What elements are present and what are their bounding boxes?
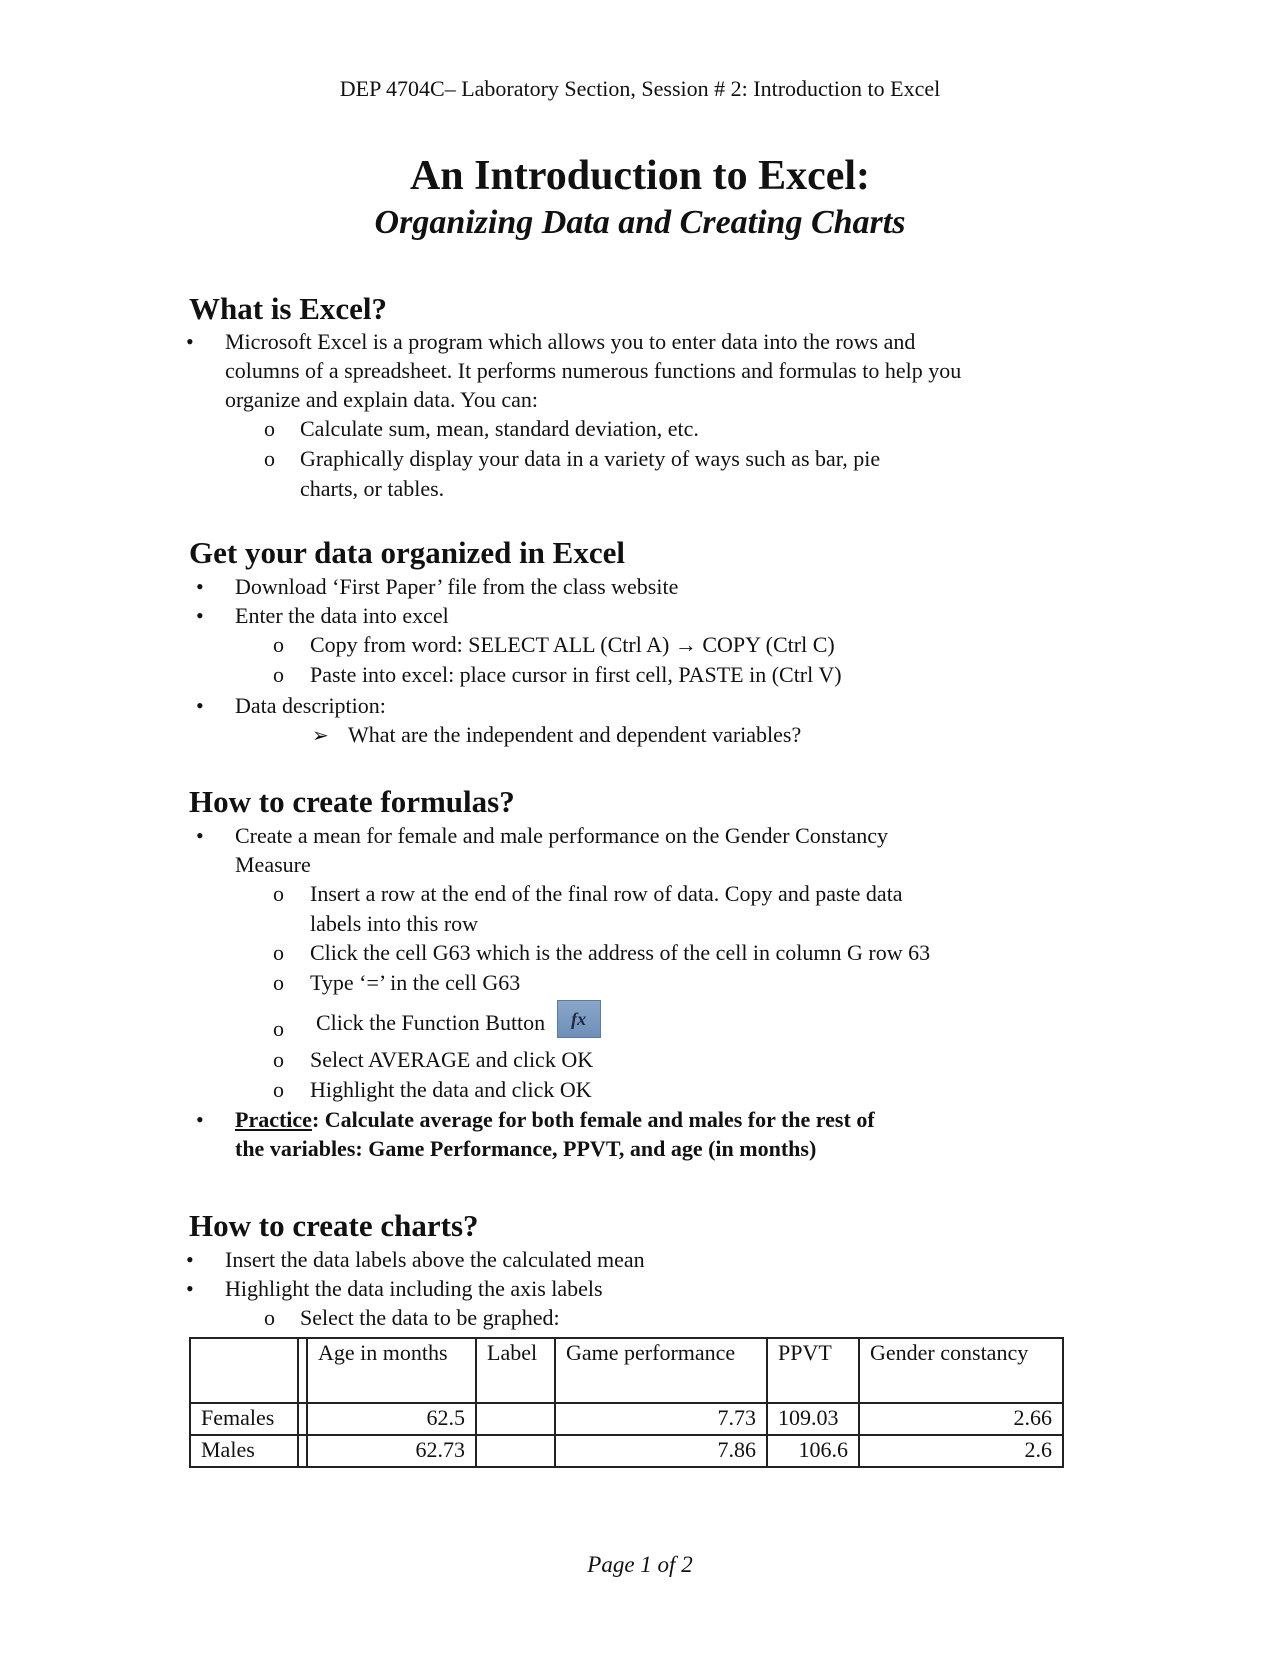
bullet-icon: • <box>196 603 204 628</box>
list-item: Paste into excel: place cursor in first cell, PASTE in (Ctrl V) <box>310 662 842 687</box>
sub-bullet-icon: o <box>273 1016 284 1041</box>
bullet-icon: • <box>186 1247 194 1272</box>
list-item: Click the cell G63 which is the address of the cell in column G row 63 <box>310 940 931 965</box>
bullet-icon: • <box>196 823 204 848</box>
list-item: Highlight the data including the axis labels <box>225 1276 603 1301</box>
bullet-icon: • <box>196 1107 204 1132</box>
practice-line <box>235 1136 816 1162</box>
sub-bullet-icon: o <box>273 662 284 687</box>
table-cell: 7.86 <box>555 1435 767 1467</box>
practice-text: : Calculate average for both female and males for the rest of <box>311 1107 875 1132</box>
sub-bullet-icon: o <box>273 1077 284 1102</box>
table-cell <box>298 1435 307 1467</box>
table-cell: 2.66 <box>859 1403 1063 1435</box>
table-cell <box>476 1403 555 1435</box>
heading-create-formulas: How to create formulas? <box>189 784 515 819</box>
table-cell <box>298 1403 307 1435</box>
paragraph-line: Microsoft Excel is a program which allows you to enter data into the rows and <box>225 329 916 354</box>
table-cell: Males <box>190 1435 298 1467</box>
practice-label: Practice <box>235 1107 312 1132</box>
sub-bullet-icon: o <box>273 1047 284 1072</box>
table-row <box>190 1403 1063 1435</box>
table-header-cell <box>298 1338 307 1403</box>
bullet-icon: • <box>196 693 204 718</box>
function-button-icon: fx <box>557 1000 601 1038</box>
table-cell: 109.03 <box>767 1403 859 1435</box>
table-header-cell: Age in months <box>307 1338 476 1403</box>
heading-create-charts: How to create charts? <box>189 1208 479 1243</box>
page-number: Page 1 of 2 <box>587 1552 693 1577</box>
paragraph-line: columns of a spreadsheet. It performs numerous functions and formulas to help you <box>225 358 962 383</box>
list-item: Select the data to be graphed: <box>300 1305 560 1330</box>
bullet-icon: • <box>186 1276 194 1301</box>
list-item: Calculate sum, mean, standard deviation, etc. <box>300 416 699 441</box>
practice-text: the variables: Game Performance, PPVT, and age (in months) <box>235 1136 817 1161</box>
table-cell: 7.73 <box>555 1403 767 1435</box>
data-table <box>189 1337 1064 1468</box>
table-header-cell <box>190 1338 298 1403</box>
paragraph-line: organize and explain data. You can: <box>225 387 539 412</box>
sub-bullet-icon: o <box>264 446 275 471</box>
table-header-row <box>190 1338 1063 1403</box>
list-item-text: Click the Function Button <box>316 1010 546 1036</box>
list-item: Download ‘First Paper’ file from the class website <box>235 574 679 599</box>
list-item: Select AVERAGE and click OK <box>310 1047 594 1072</box>
sub-bullet-icon: o <box>273 970 284 995</box>
table-cell <box>476 1435 555 1467</box>
sub-bullet-icon: o <box>273 881 284 906</box>
list-item: Data description: <box>235 693 386 718</box>
page-title: An Introduction to Excel: <box>409 153 871 199</box>
list-item: Insert the data labels above the calculated mean <box>225 1247 645 1272</box>
sub-bullet-icon: o <box>264 1305 275 1330</box>
arrow-bullet-icon: ➢ <box>312 725 329 747</box>
list-item: What are the independent and dependent variables? <box>348 722 802 747</box>
table-cell: 62.73 <box>307 1435 476 1467</box>
list-item-function-button <box>316 1006 601 1044</box>
page-subtitle: Organizing Data and Creating Charts <box>374 204 906 241</box>
list-item: Highlight the data and click OK <box>310 1077 592 1102</box>
list-item: Type ‘=’ in the cell G63 <box>310 970 521 995</box>
heading-what-is-excel: What is Excel? <box>189 291 388 326</box>
list-item: Create a mean for female and male performance on the Gender Constancy <box>235 823 888 848</box>
table-header-cell: PPVT <box>767 1338 859 1403</box>
running-header: DEP 4704C– Laboratory Section, Session # 2: Introduction to Excel <box>339 76 941 101</box>
list-item: labels into this row <box>310 911 479 936</box>
sub-bullet-icon: o <box>264 416 275 441</box>
list-item: Insert a row at the end of the final row of data. Copy and paste data <box>310 881 903 906</box>
table-cell: 62.5 <box>307 1403 476 1435</box>
list-item: Copy from word: SELECT ALL (Ctrl A) → COPY (Ctrl C) <box>310 632 835 657</box>
practice-line <box>235 1107 875 1133</box>
table-header-cell: Game performance <box>555 1338 767 1403</box>
heading-get-data-organized: Get your data organized in Excel <box>189 535 625 570</box>
list-item: Graphically display your data in a variety of ways such as bar, pie <box>300 446 881 471</box>
table-cell: 106.6 <box>767 1435 859 1467</box>
table-row <box>190 1435 1063 1467</box>
sub-bullet-icon: o <box>273 632 284 657</box>
list-item: Measure <box>235 852 311 877</box>
bullet-icon: • <box>196 574 204 599</box>
list-item: charts, or tables. <box>300 476 445 501</box>
bullet-icon: • <box>186 329 194 354</box>
table-cell: Females <box>190 1403 298 1435</box>
table-header-cell: Label <box>476 1338 555 1403</box>
table-cell: 2.6 <box>859 1435 1063 1467</box>
table-header-cell: Gender constancy <box>859 1338 1063 1403</box>
list-item: Enter the data into excel <box>235 603 449 628</box>
sub-bullet-icon: o <box>273 940 284 965</box>
